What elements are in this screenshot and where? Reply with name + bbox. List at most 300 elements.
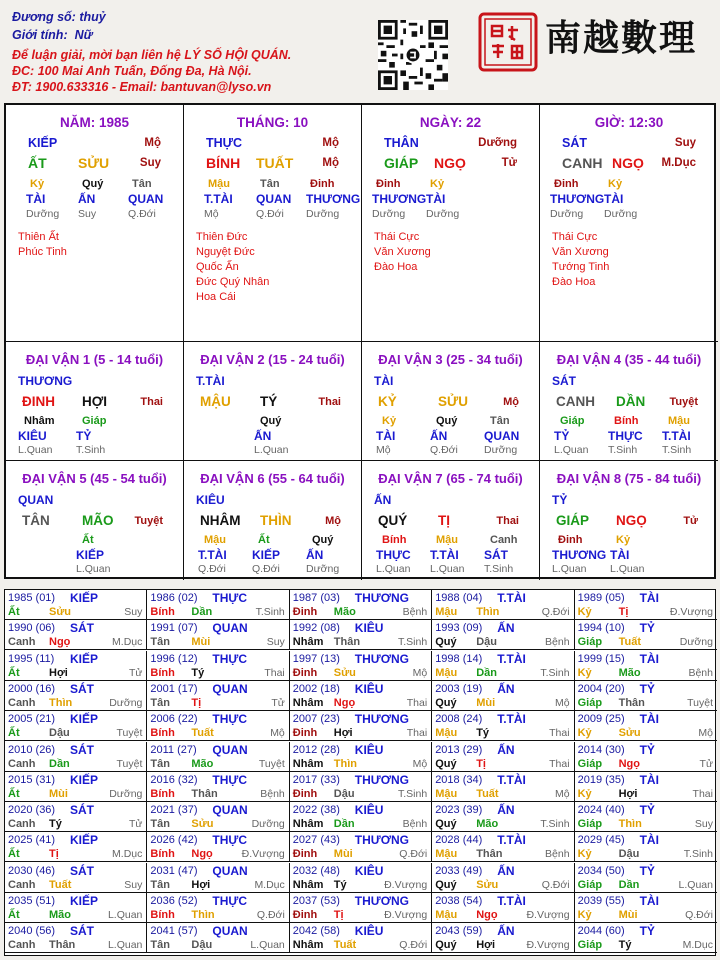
- year-cell: [147, 711, 289, 741]
- hidden-can: Ất: [82, 534, 94, 546]
- year-truong-sinh: Tuyệt: [258, 757, 285, 770]
- year-can: Mậu: [435, 848, 458, 861]
- year-truong-sinh: Thai: [406, 696, 428, 709]
- year-label: 1996 (12): [150, 652, 198, 665]
- year-can: Kỷ: [577, 787, 592, 800]
- year-can: Giáp: [577, 878, 603, 891]
- year-label: 1992 (08): [292, 622, 340, 635]
- year-can: Bính: [150, 727, 175, 740]
- year-truong-sinh: Dưỡng: [251, 818, 285, 831]
- year-truong-sinh: Suy: [266, 636, 285, 649]
- year-thap-than: QUAN: [212, 863, 248, 878]
- bazi-chart: [4, 103, 716, 579]
- pillar-thap-than: THÂN: [384, 136, 419, 150]
- hidden-ts: L.Quan: [76, 563, 111, 575]
- year-chi: Ngọ: [49, 636, 71, 649]
- year-truong-sinh: Thai: [549, 757, 570, 770]
- hidden-ts: Dưỡng: [604, 208, 638, 220]
- year-cell: [432, 590, 574, 620]
- year-label: 1987 (03): [292, 592, 340, 604]
- year-label: 2003 (19): [435, 682, 483, 695]
- star-item: Đào Hoa: [552, 276, 596, 288]
- year-label: 2010 (26): [8, 743, 56, 756]
- dai-van-cell: [6, 461, 184, 580]
- dai-van-truong-sinh: Tuyệt: [134, 515, 163, 527]
- year-chi: Thân: [49, 939, 76, 952]
- year-chi: Thân: [333, 636, 361, 649]
- year-thap-than: TÀI: [639, 772, 659, 787]
- hidden-can: Kỷ: [30, 178, 45, 190]
- year-truong-sinh: Tử: [128, 818, 143, 831]
- year-label: 2026 (42): [150, 834, 198, 847]
- year-truong-sinh: Đ.Vượng: [669, 606, 713, 618]
- year-truong-sinh: Tuyệt: [687, 696, 713, 709]
- year-can: Canh: [8, 878, 36, 891]
- year-truong-sinh: Q.Đới: [256, 909, 285, 921]
- year-cell: [432, 772, 574, 802]
- owner-line: [12, 10, 106, 24]
- dai-van-thap-than: SÁT: [552, 374, 576, 388]
- year-label: 2033 (49): [435, 864, 483, 877]
- year-thap-than: QUAN: [212, 742, 248, 757]
- year-cell: [575, 893, 717, 923]
- year-thap-than: THỰC: [212, 712, 248, 727]
- year-can: Nhâm: [292, 818, 324, 831]
- year-chi: Mùi: [333, 848, 353, 861]
- hidden-than: QUAN: [256, 192, 292, 206]
- year-can: Nhâm: [292, 878, 324, 891]
- year-thap-than: TỶ: [639, 681, 655, 696]
- dai-van-chi: TÝ: [260, 394, 278, 409]
- year-chi: Tị: [618, 606, 629, 618]
- year-can: Đinh: [292, 848, 318, 861]
- dai-van-title: ĐẠI VẬN 4 (35 - 44 tuổi): [556, 352, 702, 367]
- year-thap-than: ẤN: [497, 742, 515, 757]
- star-item: Thiên Đức: [196, 231, 248, 243]
- year-chi: Tuất: [191, 727, 214, 740]
- year-chi: Tý: [618, 939, 632, 952]
- hidden-than: KIẾP: [252, 548, 281, 562]
- year-cell: [5, 923, 147, 953]
- dai-van-can: KỶ: [378, 394, 397, 409]
- year-truong-sinh: Suy: [124, 878, 143, 891]
- year-label: 2008 (24): [435, 713, 483, 726]
- pillar-vong: Dưỡng: [478, 137, 517, 149]
- dai-van-chi: MÃO: [82, 513, 114, 528]
- pillar-chi: NGỌ: [612, 155, 644, 171]
- phone-email-line: ĐT: 1900.633316 - Email: bantuvan@lyso.vn: [12, 80, 272, 94]
- pillar-truong-sinh: Tử: [501, 157, 517, 169]
- year-chi: Tuất: [618, 636, 641, 649]
- year-cell: [432, 832, 574, 862]
- year-thap-than: T.TÀI: [497, 894, 526, 908]
- year-label: 1986 (02): [150, 592, 198, 604]
- pillar-vong: Suy: [674, 137, 696, 149]
- year-truong-sinh: T.Sinh: [255, 606, 285, 618]
- year-cell: [575, 772, 717, 802]
- year-can: Kỷ: [577, 666, 592, 679]
- year-label: 2000 (16): [8, 682, 56, 695]
- year-thap-than: KIẾP: [70, 591, 99, 605]
- year-chi: Tị: [49, 848, 59, 861]
- dai-van-thap-than: KIÊU: [196, 493, 225, 507]
- year-cell: [290, 893, 432, 923]
- year-label: 2031 (47): [150, 864, 198, 877]
- dai-van-can: MẬU: [200, 394, 231, 409]
- year-can: Giáp: [577, 818, 603, 831]
- year-label: 2012 (28): [292, 743, 340, 756]
- dai-van-title: ĐẠI VẬN 5 (45 - 54 tuổi): [22, 471, 167, 486]
- header: [0, 0, 720, 100]
- year-thap-than: KIÊU: [354, 863, 384, 878]
- hidden-than: TỶ: [76, 429, 92, 443]
- hidden-than: KIÊU: [18, 429, 47, 443]
- year-truong-sinh: Dưỡng: [109, 696, 143, 709]
- year-chi: Dần: [476, 666, 497, 679]
- year-label: 2006 (22): [150, 713, 198, 726]
- hidden-can: Tân: [490, 415, 510, 427]
- year-truong-sinh: Mộ: [412, 666, 428, 679]
- hidden-than: THỰC: [376, 548, 411, 562]
- year-truong-sinh: L.Quan: [678, 878, 713, 891]
- year-truong-sinh: Q.Đới: [541, 606, 570, 618]
- year-cell: [575, 802, 717, 832]
- star-item: Văn Xương: [374, 246, 431, 258]
- year-thap-than: QUAN: [212, 803, 248, 818]
- hidden-than: ẤN: [430, 429, 448, 443]
- year-cell: [147, 893, 289, 923]
- year-can: Đinh: [292, 666, 318, 679]
- year-chi: Sửu: [618, 727, 641, 740]
- year-thap-than: THỰC: [212, 651, 248, 666]
- year-truong-sinh: M.Dục: [112, 848, 143, 861]
- year-thap-than: ẤN: [497, 803, 515, 818]
- star-item: Hoa Cái: [196, 291, 236, 303]
- year-cell: [290, 681, 432, 711]
- year-cell: [290, 742, 432, 772]
- hidden-ts: L.Quan: [376, 563, 411, 575]
- year-truong-sinh: Tử: [128, 666, 143, 679]
- hidden-than: ẤN: [306, 548, 324, 562]
- year-label: 2024 (40): [577, 804, 625, 817]
- gender-label: Giới tính:: [12, 28, 68, 42]
- year-cell: [290, 863, 432, 893]
- year-cell: [575, 923, 717, 953]
- year-cell: [5, 620, 147, 650]
- year-chi: Thìn: [333, 757, 358, 770]
- dai-van-truong-sinh: Mộ: [503, 396, 519, 408]
- year-thap-than: KIẾP: [70, 712, 99, 727]
- year-can: Quý: [435, 757, 457, 770]
- star-item: Quốc Ấn: [196, 261, 239, 273]
- year-thap-than: SÁT: [70, 863, 94, 878]
- pillar-chi: SỬU: [78, 155, 110, 171]
- year-cell: [147, 832, 289, 862]
- year-cell: [432, 681, 574, 711]
- year-thap-than: KIÊU: [354, 681, 384, 696]
- year-chi: Hợi: [333, 727, 353, 740]
- year-label: 2009 (25): [577, 713, 625, 726]
- year-truong-sinh: M.Dục: [112, 636, 143, 649]
- hidden-ts: L.Quan: [430, 563, 465, 575]
- year-chi: Dậu: [618, 848, 640, 861]
- year-cell: [575, 620, 717, 650]
- hidden-can: Kỷ: [616, 534, 631, 546]
- year-label: 2016 (32): [150, 773, 198, 786]
- hidden-than: ẤN: [78, 192, 96, 206]
- year-chi: Mão: [49, 909, 71, 921]
- year-label: 2015 (31): [8, 773, 56, 786]
- dai-van-thap-than: ẤN: [374, 493, 392, 507]
- hidden-ts: L.Quan: [18, 444, 53, 456]
- hidden-can: Mậu: [436, 534, 458, 546]
- year-can: Đinh: [292, 787, 318, 800]
- year-chi: Sửu: [476, 878, 499, 891]
- year-thap-than: KIÊU: [354, 621, 384, 636]
- year-label: 2035 (51): [8, 895, 56, 907]
- year-label: 2025 (41): [8, 834, 56, 847]
- year-can: Tân: [150, 696, 170, 709]
- hidden-can: Quý: [82, 178, 104, 190]
- year-truong-sinh: Đ.Vượng: [526, 909, 570, 921]
- hidden-than: TÀI: [610, 548, 630, 562]
- hidden-can: Ất: [258, 534, 270, 546]
- year-chi: Tý: [191, 666, 205, 679]
- year-truong-sinh: T.Sinh: [398, 787, 428, 800]
- year-cell: [290, 651, 432, 681]
- hidden-ts: Mộ: [204, 208, 219, 220]
- year-cell: [147, 620, 289, 650]
- year-cell: [575, 832, 717, 862]
- star-item: Nguyệt Đức: [196, 246, 255, 258]
- year-chi: Thìn: [476, 606, 500, 618]
- contact-line: Để luận giải, mời bạn liên hệ LÝ SỐ HỘI QUÁN.: [12, 48, 292, 62]
- year-cell: [290, 772, 432, 802]
- hidden-than: TÀI: [26, 192, 46, 206]
- year-can: Đinh: [292, 606, 318, 618]
- year-label: 1998 (14): [435, 652, 483, 665]
- dai-van-cell: [540, 461, 718, 580]
- year-thap-than: TÀI: [639, 591, 659, 605]
- star-item: Đức Quý Nhân: [196, 276, 270, 288]
- year-chi: Hợi: [49, 666, 68, 679]
- star-item: Văn Xương: [552, 246, 609, 258]
- year-cell: [5, 863, 147, 893]
- year-can: Bính: [150, 606, 175, 618]
- dai-van-truong-sinh: Tuyệt: [669, 396, 698, 408]
- star-item: Tướng Tinh: [552, 261, 610, 273]
- year-label: 2021 (37): [150, 804, 198, 817]
- year-label: 2036 (52): [150, 895, 198, 907]
- year-chi: Sửu: [333, 666, 356, 679]
- year-label: 2040 (56): [8, 925, 56, 938]
- year-label: 2044 (60): [577, 925, 625, 938]
- year-truong-sinh: Q.Đới: [685, 909, 713, 921]
- year-chi: Thìn: [191, 909, 215, 921]
- year-label: 2029 (45): [577, 834, 625, 847]
- year-chi: Tuất: [49, 878, 72, 891]
- year-chi: Hợi: [476, 939, 496, 952]
- hidden-can: Tân: [132, 178, 152, 190]
- year-label: 2043 (59): [435, 925, 483, 938]
- year-label: 2037 (53): [292, 895, 340, 907]
- year-can: Ất: [8, 787, 20, 800]
- year-can: Nhâm: [292, 939, 324, 952]
- year-cell: [5, 893, 147, 923]
- pillar-can: ẤT: [28, 155, 47, 171]
- year-can: Ất: [8, 909, 20, 921]
- year-chi: Thìn: [618, 818, 642, 831]
- year-cell: [290, 620, 432, 650]
- year-truong-sinh: Đ.Vượng: [526, 939, 570, 952]
- year-thap-than: TỶ: [639, 924, 655, 939]
- year-label: 2032 (48): [292, 864, 340, 877]
- year-chi: Thìn: [49, 696, 73, 709]
- owner-value: thuỷ: [79, 10, 106, 24]
- year-label: 2042 (58): [292, 925, 340, 938]
- gender-value: Nữ: [74, 28, 93, 42]
- pillar-vong: Mộ: [144, 137, 161, 149]
- gender-line: [12, 28, 93, 42]
- year-can: Quý: [435, 818, 457, 831]
- year-cell: [5, 802, 147, 832]
- year-truong-sinh: Tử: [699, 757, 713, 770]
- dai-van-chi: SỬU: [438, 394, 468, 409]
- dai-van-can: CANH: [556, 394, 595, 409]
- hidden-ts: L.Quan: [552, 563, 587, 575]
- year-thap-than: KIÊU: [354, 803, 384, 818]
- year-thap-than: SÁT: [70, 924, 94, 939]
- year-truong-sinh: Mộ: [698, 727, 713, 740]
- year-label: 1988 (04): [435, 592, 483, 604]
- hidden-can: Đinh: [310, 178, 335, 190]
- year-chi: Mùi: [191, 636, 211, 649]
- hidden-ts: Dưỡng: [26, 208, 60, 220]
- year-cell: [290, 711, 432, 741]
- dai-van-thap-than: TÀI: [374, 374, 394, 388]
- dai-van-chi: THÌN: [260, 513, 292, 528]
- year-label: 2020 (36): [8, 804, 56, 817]
- year-chi: Tuất: [333, 939, 357, 952]
- hidden-ts: Q.Đới: [252, 563, 280, 575]
- hidden-than: T.TÀI: [198, 548, 227, 562]
- year-thap-than: TỶ: [639, 803, 655, 818]
- year-chi: Mão: [476, 818, 499, 831]
- year-truong-sinh: Mộ: [270, 727, 285, 740]
- year-truong-sinh: Suy: [124, 606, 143, 618]
- hidden-can: Mậu: [668, 415, 690, 427]
- year-label: 2038 (54): [435, 895, 483, 907]
- year-chi: Thân: [618, 696, 645, 709]
- hidden-can: Kỷ: [382, 415, 397, 427]
- year-chi: Dậu: [333, 787, 355, 800]
- year-cell: [575, 651, 717, 681]
- dai-van-can: TÂN: [22, 513, 50, 528]
- hidden-than: TÀI: [426, 192, 446, 206]
- year-can: Mậu: [435, 909, 458, 921]
- year-chi: Mão: [333, 606, 356, 618]
- dai-van-can: QUÝ: [378, 513, 408, 528]
- year-cell: [575, 742, 717, 772]
- pillar-title: THÁNG: 10: [236, 115, 309, 130]
- brand-title: 南越數理: [545, 17, 698, 59]
- year-cell: [147, 651, 289, 681]
- dai-van-cell: [540, 342, 718, 461]
- year-chi: Sửu: [49, 606, 72, 618]
- star-item: Thái Cực: [552, 231, 598, 243]
- hidden-ts: Dưỡng: [550, 208, 584, 220]
- hidden-ts: T.Sinh: [608, 444, 638, 456]
- year-cell: [575, 590, 717, 620]
- dai-van-can: NHÂM: [200, 513, 241, 528]
- year-cell: [147, 863, 289, 893]
- year-truong-sinh: Tuyệt: [116, 727, 143, 740]
- year-chi: Dần: [333, 818, 355, 831]
- year-can: Kỷ: [577, 606, 592, 618]
- star-item: Thái Cực: [374, 231, 420, 243]
- year-truong-sinh: M.Dục: [682, 939, 713, 952]
- year-can: Canh: [8, 939, 36, 952]
- year-label: 1989 (05): [577, 592, 625, 604]
- hidden-than: THƯƠNG: [372, 192, 427, 206]
- dai-van-cell: [362, 461, 540, 580]
- year-label: 1990 (06): [8, 622, 56, 635]
- hidden-can: Kỷ: [430, 178, 445, 190]
- dai-van-title: ĐẠI VẬN 2 (15 - 24 tuổi): [200, 352, 345, 367]
- year-thap-than: QUAN: [212, 924, 248, 939]
- year-truong-sinh: Thai: [549, 727, 570, 740]
- year-thap-than: THƯƠNG: [354, 591, 409, 605]
- hidden-can: Đinh: [376, 178, 401, 190]
- year-truong-sinh: Đ.Vượng: [384, 909, 428, 921]
- year-cell: [290, 832, 432, 862]
- year-chi: Tị: [476, 757, 486, 770]
- hidden-can: Quý: [260, 415, 282, 427]
- year-can: Quý: [435, 939, 457, 952]
- year-chi: Dần: [49, 757, 70, 770]
- year-thap-than: T.TÀI: [497, 833, 526, 848]
- dai-van-cell: [362, 342, 540, 461]
- year-label: 1991 (07): [150, 622, 198, 635]
- year-can: Ất: [8, 848, 20, 861]
- year-thap-than: THƯƠNG: [354, 894, 409, 908]
- dai-van-title: ĐẠI VẬN 8 (75 - 84 tuổi): [556, 471, 702, 486]
- year-cell: [5, 742, 147, 772]
- dai-van-truong-sinh: Mộ: [325, 515, 341, 527]
- year-truong-sinh: Bệnh: [545, 848, 570, 861]
- year-chi: Tý: [49, 818, 62, 831]
- year-thap-than: KIÊU: [354, 742, 384, 757]
- year-can: Nhâm: [292, 636, 324, 649]
- pillar-thap-than: SÁT: [562, 136, 587, 150]
- year-thap-than: TÀI: [639, 894, 659, 908]
- year-cell: [147, 923, 289, 953]
- year-can: Tân: [150, 636, 170, 649]
- year-cell: [432, 893, 574, 923]
- year-thap-than: TÀI: [639, 712, 659, 727]
- hidden-ts: Dưỡng: [372, 208, 406, 220]
- year-chi: Ngọ: [618, 757, 640, 770]
- year-cell: [5, 772, 147, 802]
- year-thap-than: THỰC: [212, 772, 248, 787]
- hidden-ts: Suy: [78, 208, 97, 220]
- year-can: Giáp: [577, 636, 603, 649]
- pillar-cell: [362, 105, 540, 342]
- year-truong-sinh: Bệnh: [545, 636, 570, 649]
- year-cell: [5, 711, 147, 741]
- year-cell: [147, 802, 289, 832]
- year-can: Tân: [150, 939, 170, 952]
